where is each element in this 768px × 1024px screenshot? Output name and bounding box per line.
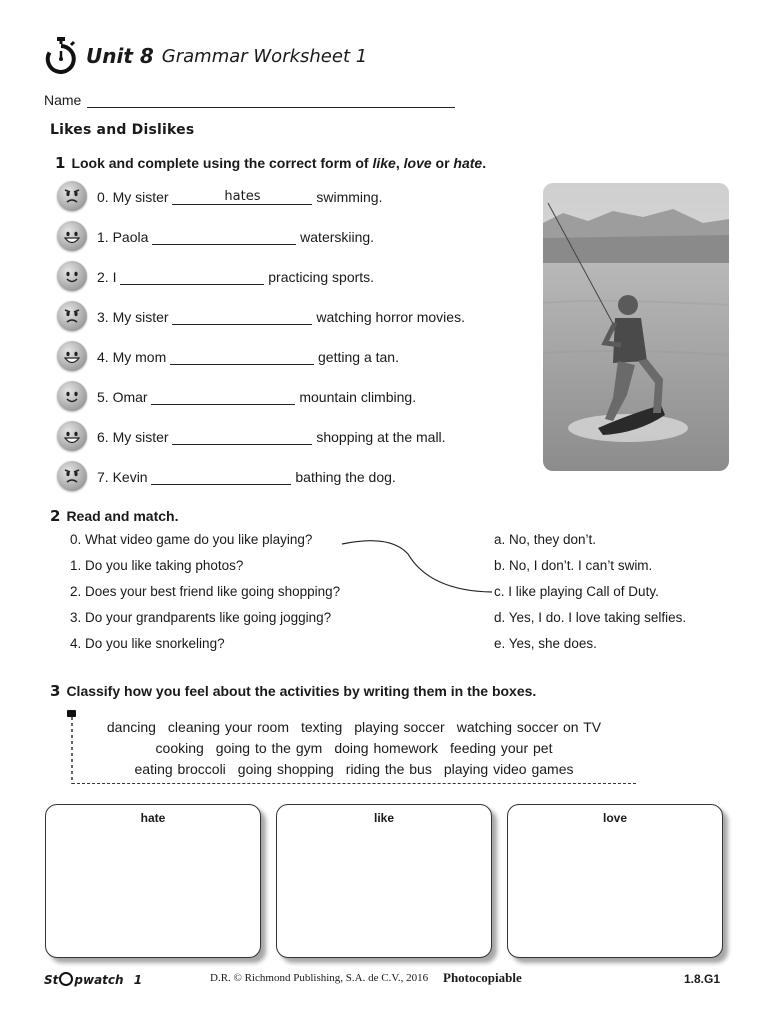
name-field[interactable] — [87, 92, 455, 108]
photocopiable: Photocopiable — [443, 970, 522, 985]
answer-blank[interactable] — [152, 228, 296, 245]
hate-box[interactable] — [45, 804, 261, 958]
ex1-item — [57, 181, 465, 211]
ex1-word-like: like — [372, 155, 396, 171]
ex1-item-text — [97, 188, 382, 205]
ex1-item — [57, 221, 465, 251]
answer-blank[interactable] — [172, 308, 312, 325]
brand-level: 1 — [133, 973, 143, 987]
ex1-sep1: , — [395, 155, 404, 171]
match-question: 4. Do you like snorkeling? — [70, 636, 225, 651]
ex1-item-label: 1. Paola — [97, 228, 153, 245]
ex1-item-label: 0. My sister — [97, 188, 173, 205]
match-question: 1. Do you like taking photos? — [70, 558, 244, 573]
ex2-questions — [70, 532, 340, 662]
ex1-item-text — [97, 428, 446, 445]
like-box-label: like — [373, 811, 394, 825]
answer-blank[interactable] — [172, 188, 312, 205]
ex1-list — [57, 181, 465, 491]
brand-stopwatch-icon — [59, 972, 73, 986]
worksheet-title: Grammar Worksheet 1 — [161, 45, 368, 67]
smiling-face-icon — [57, 261, 87, 291]
activity-word: doing homework — [334, 740, 439, 756]
angry-face-icon — [57, 301, 87, 331]
ex1-item — [57, 421, 465, 451]
ex1-item-label: 2. I — [97, 268, 121, 285]
word-row-3 — [72, 761, 636, 777]
like-box[interactable] — [276, 804, 492, 958]
activity-word: playing soccer — [354, 719, 445, 735]
ex2-instruction-text: Read and match. — [66, 508, 179, 524]
activity-word: eating broccoli — [134, 761, 226, 777]
ex1-item-rest: waterskiing. — [296, 228, 375, 245]
unit-number: Unit 8 — [86, 44, 154, 68]
answer-text: hates — [224, 188, 261, 204]
brand-pre: St — [44, 973, 59, 987]
ex1-item-rest: getting a tan. — [314, 348, 399, 365]
name-row — [44, 92, 455, 108]
activity-word: texting — [300, 719, 343, 735]
laughing-face-icon — [57, 221, 87, 251]
answer-blank[interactable] — [170, 348, 314, 365]
answer-blank[interactable] — [151, 468, 291, 485]
ex1-item-rest: mountain climbing. — [295, 388, 417, 405]
ex3-number: 3 — [50, 682, 61, 700]
ex1-item-label: 7. Kevin — [97, 468, 152, 485]
match-question: 3. Do your grandparents like going jogging? — [70, 610, 332, 625]
activity-word: feeding your pet — [450, 740, 553, 756]
ex1-item-text — [97, 388, 416, 405]
ex3-instruction — [50, 682, 536, 700]
laughing-face-icon — [57, 421, 87, 451]
ex1-item-text — [97, 268, 374, 285]
ex1-item — [57, 461, 465, 491]
ex2-instruction — [50, 507, 178, 525]
activity-word: going to the gym — [215, 740, 323, 756]
activity-word: cleaning your room — [167, 719, 289, 735]
activity-word: watching soccer on TV — [456, 719, 602, 735]
ex1-item — [57, 261, 465, 291]
answer-blank[interactable] — [172, 428, 312, 445]
ex1-word-hate: hate — [453, 155, 483, 171]
activity-word-bank — [72, 710, 636, 784]
waterskiing-photo — [543, 183, 729, 471]
love-box[interactable] — [507, 804, 723, 958]
section-title: Likes and Dislikes — [50, 122, 195, 138]
ex1-item-text — [97, 228, 374, 245]
smiling-face-icon — [57, 381, 87, 411]
page-code: 1.8.G1 — [684, 972, 721, 986]
activity-word: cooking — [155, 740, 204, 756]
activity-word: playing video games — [443, 761, 574, 777]
ex1-item-text — [97, 468, 396, 485]
brand-post: pwatch — [74, 973, 124, 987]
ex1-item-rest: shopping at the mall. — [312, 428, 446, 445]
love-box-label: love — [602, 811, 627, 825]
hate-box-label: hate — [140, 811, 166, 825]
name-label: Name — [44, 92, 82, 108]
match-question: 0. What video game do you like playing? — [70, 532, 313, 547]
answer-blank[interactable] — [151, 388, 295, 405]
activity-word: dancing — [106, 719, 156, 735]
ex1-instruction — [55, 154, 486, 172]
word-row-2 — [72, 740, 636, 756]
ex1-number: 1 — [55, 154, 66, 172]
match-line — [340, 536, 500, 606]
ex1-item-rest: bathing the dog. — [291, 468, 396, 485]
ex1-item-label: 4. My mom — [97, 348, 171, 365]
match-question: 2. Does your best friend like going shopping? — [70, 584, 341, 599]
ex3-instruction-text: Classify how you feel about the activities by writing them in the boxes. — [66, 683, 537, 699]
ex1-item — [57, 301, 465, 331]
copyright: D.R. © Richmond Publishing, S.A. de C.V., 2016 — [210, 972, 429, 984]
ex1-item-text — [97, 308, 465, 325]
ex1-item-label: 6. My sister — [97, 428, 173, 445]
footer-brand — [44, 972, 142, 987]
angry-face-icon — [57, 461, 87, 491]
word-row-1 — [72, 719, 636, 735]
ex1-end: . — [482, 155, 487, 171]
ex1-word-love: love — [403, 155, 432, 171]
answer-blank[interactable] — [120, 268, 264, 285]
match-answer: d. Yes, I do. I love taking selfies. — [494, 610, 687, 625]
ex1-sep2: or — [431, 155, 454, 171]
activity-word: going shopping — [237, 761, 334, 777]
match-answer: a. No, they don’t. — [494, 532, 597, 547]
activity-word: riding the bus — [345, 761, 432, 777]
worksheet-header — [44, 34, 367, 78]
ex1-item-label: 5. Omar — [97, 388, 152, 405]
ex1-item-text — [97, 348, 399, 365]
angry-face-icon — [57, 181, 87, 211]
ex1-item-rest: watching horror movies. — [312, 308, 465, 325]
ex1-instruction-text: Look and complete using the correct form of — [71, 155, 373, 171]
laughing-face-icon — [57, 341, 87, 371]
ex2-number: 2 — [50, 507, 61, 525]
ex1-item — [57, 341, 465, 371]
stopwatch-icon — [44, 36, 78, 76]
match-answer: b. No, I don’t. I can’t swim. — [494, 558, 653, 573]
ex2-answers — [494, 532, 686, 662]
ex1-item-label: 3. My sister — [97, 308, 173, 325]
ex1-item-rest: swimming. — [312, 188, 383, 205]
match-answer: e. Yes, she does. — [494, 636, 597, 651]
ex1-item-rest: practicing sports. — [264, 268, 375, 285]
ex1-item — [57, 381, 465, 411]
match-answer: c. I like playing Call of Duty. — [494, 584, 659, 599]
